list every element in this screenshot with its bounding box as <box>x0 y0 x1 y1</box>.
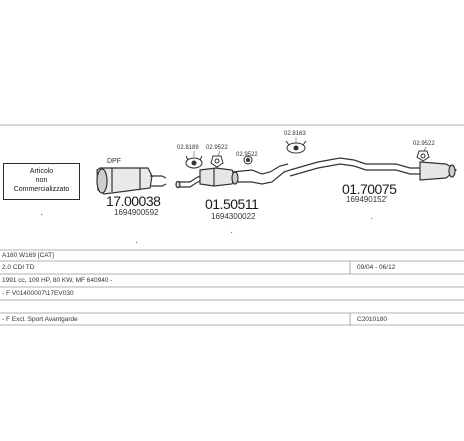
marker-dot: · <box>370 213 374 224</box>
info-row-left: - F Excl. Sport Avantgarde <box>2 316 78 323</box>
note-line-1: Articolo <box>29 168 54 175</box>
oem-number: 169490152' <box>346 195 388 204</box>
leader-lines <box>194 137 426 158</box>
part-number: 01.70075 <box>342 181 397 197</box>
part-number: 17.00038 <box>106 193 161 209</box>
fitting-number: 02.9522 <box>236 152 258 158</box>
part-number: 01.50511 <box>205 196 259 212</box>
middle-muffler-drawing <box>200 164 290 186</box>
marker-dot: · <box>135 237 139 248</box>
info-row-left: A180 W169 [CAT] <box>2 252 54 259</box>
rear-silencer-drawing <box>290 158 456 180</box>
gasket-icon-3 <box>417 151 429 161</box>
clamp-icon <box>186 156 202 168</box>
note-line-3: Commercializzato <box>13 186 70 193</box>
marker-dot: · <box>40 209 44 220</box>
dpf-label: DPF <box>107 158 121 165</box>
not-commercialized-note <box>3 163 80 200</box>
info-row-left: 2.0 CDI TD <box>2 264 35 271</box>
oem-number: 1694300022 <box>211 212 256 221</box>
oem-number: 1694900592 <box>114 208 159 217</box>
fitting-number: 02.9522 <box>413 141 435 147</box>
dpf-part-drawing <box>97 168 166 194</box>
note-line-2: non <box>35 177 48 184</box>
info-row-right: C2010180 <box>357 316 387 323</box>
fitting-number: 02.8163 <box>284 131 306 137</box>
info-row-right: 09/04 - 06/12 <box>357 264 396 271</box>
info-row-left: 1991 cc, 109 HP, 80 KW, MF 640940 - <box>2 277 113 284</box>
info-row-left: - F V01400007\17EV030 <box>2 290 74 297</box>
marker-dot: · <box>230 227 234 238</box>
fitting-number: 02.8189 <box>177 145 199 151</box>
connector-pipe <box>176 176 200 188</box>
gasket-icon <box>211 156 223 167</box>
fitting-number: 02.9522 <box>206 145 228 151</box>
